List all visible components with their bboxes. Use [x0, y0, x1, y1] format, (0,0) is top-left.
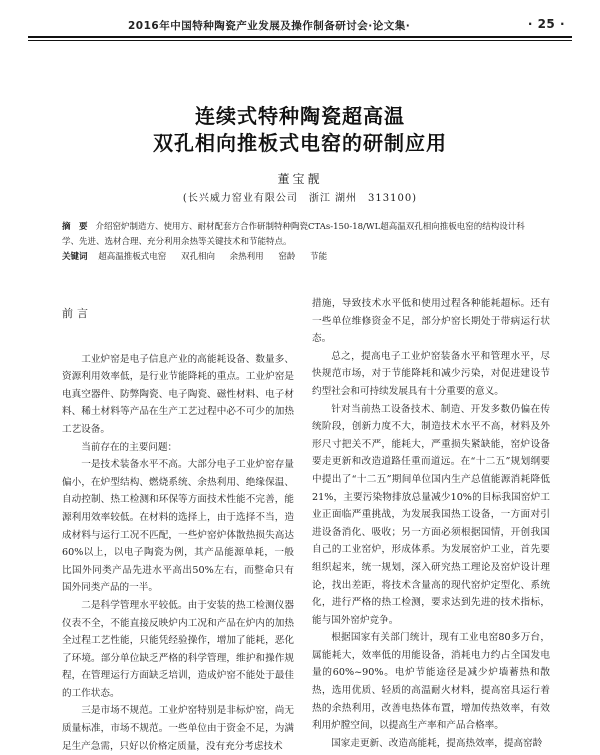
body-paragraph: 工业炉窑是电子信息产业的高能耗设备、数量多、资源利用效率低，是行业节能降耗的重点。工业炉窑是电真空器件、防弊陶瓷、电子陶瓷、磁性材料、电子材料、稀土材料等产品在生产工艺过程中必不可少的加热工艺设备。: [62, 353, 294, 435]
keywords: [62, 250, 532, 265]
keyword: 窑龄: [278, 252, 296, 262]
paper-title-line-1: 连续式特种陶瓷超高温: [195, 104, 405, 128]
keyword: 节能: [310, 252, 328, 262]
abstract: [62, 220, 532, 250]
body-paragraph: 一是技术装备水平不高。大部分电子工业炉窑存量偏小，在炉型结构、燃烧系统、余热利用、绝缘保温、自动控制、热工检测和环保等方面技术性能不完善，能源利用效率较低。在材料的选择上，由于选择不当，造成材料与运行工况不匹配，一些炉窑炉体散热损失高达60%以上，以电子陶瓷为例，其产品能源单耗，一般比国外同类产品先进水平高出50%左右，而整命只有国外同类产品的一半。: [62, 459, 294, 594]
abstract-block: [62, 220, 532, 265]
paper-title-line-2: 双孔相向推板式电窑的研制应用: [153, 131, 447, 155]
author-affiliation: (长兴威力窑业有限公司 浙江 湖州 313100): [182, 193, 418, 204]
section-heading-preface: 前言: [62, 307, 92, 320]
abstract-text: 介绍窑炉制造方、使用方、耐材配套方合作研制特种陶瓷CTAs-150-18/WL超高温双孔相向推板电窑的结构设计科学、先进、选材合理、充分利用余热等关键技术和节能特点。: [62, 222, 525, 247]
left-column: [62, 305, 294, 755]
body-paragraph: 措施，导致技术水平低和使用过程各种能耗超标。还有一些单位维修资金不足，部分炉窑长期处于带病运行状态。: [312, 298, 550, 345]
keyword: 双孔相向: [180, 252, 215, 262]
keyword: 余热利用: [229, 252, 264, 262]
body-paragraph: 二是科学管理水平较低。由于安装的热工检测仪器仪表不全，不能直接反映炉内工况和产品在炉内的加热全过程工艺性能，只能凭经验操作，增加了能耗，恶化了环境。部分单位缺乏严格的科学管理，维护和操作规程，在管理运行方面缺乏培训，造成炉窑不能处于最佳的工作状态。: [62, 599, 294, 699]
header-rule-thin: [28, 40, 572, 41]
body-paragraph: 三是市场不规范。工业炉窑特别是非标炉窑，尚无质量标准，市场不规范。一些单位由于资金不足，为满足生产急需，只好以价格定质量，没有充分考虑技术: [62, 705, 294, 752]
body-paragraph: 总之，提高电子工业炉窑装备水平和管理水平，尽快规范市场，对于节能降耗和减少污染，对促进建设节约型社会和可持续发展具有十分重要的意义。: [312, 350, 550, 397]
conference-title: 2016年中国特种陶瓷产业发展及操作制备研讨会·论文集·: [128, 20, 411, 32]
abstract-label: 摘 要: [62, 222, 88, 232]
page-number: · 25 ·: [527, 17, 565, 31]
body-paragraph: 国家走更新、改造高能耗，提高热效率，提高窑龄: [331, 737, 543, 749]
body-paragraph: 根据国家有关部门统计，现有工业电窑80多万台，属能耗大，效率低的用能设备，消耗电力约占全国发电量的60%~90%。电炉节能途径是减少炉墙蓄热和散热，选用优质、轻质的高温耐火材料，提高窑具运行着热的余热利用，改善电热体布置，增加传热效率，有效利用炉膛空间，以提高生产率和产品合格率。: [312, 632, 550, 732]
body-paragraph: 针对当前热工设备技术、制造、开发多数仍偏在传统阶段，创新力度不大，制造技术水平不高，材料及外形尺寸把关不严，能耗大，严重损失紧缺能，窑炉设备要走更新和改造道路任重而道远。在“十二五”规划纲要中提出了“十二五”期间单位国内生产总值能源消耗降低21%，主要污染物排放总量减少10%的目标我国窑炉工业正面临严重挑战，为发展我国热工设备，一方面对引进设备消化、吸收；另一方面必须根据国情，开创我国自己的工业窑炉，形成体系。为发展窑炉工业，首先要组织起来，统一规划，深入研究热工理论及窑炉设计理论，找出差距，将技术含量高的现代窑炉定型化、系统化，进行严格的热工检测，要求达到先进的技术指标，能与国外窑炉竞争。: [312, 403, 550, 626]
keywords-label: 关键词: [62, 252, 88, 262]
author-name: 董宝靓: [277, 172, 323, 186]
right-column: [312, 295, 550, 752]
header-rule-thick: [28, 36, 572, 38]
keyword: 超高温推板式电窑: [98, 252, 167, 262]
running-header: [40, 12, 565, 34]
body-paragraph: 当前存在的主要问题：: [81, 441, 178, 453]
